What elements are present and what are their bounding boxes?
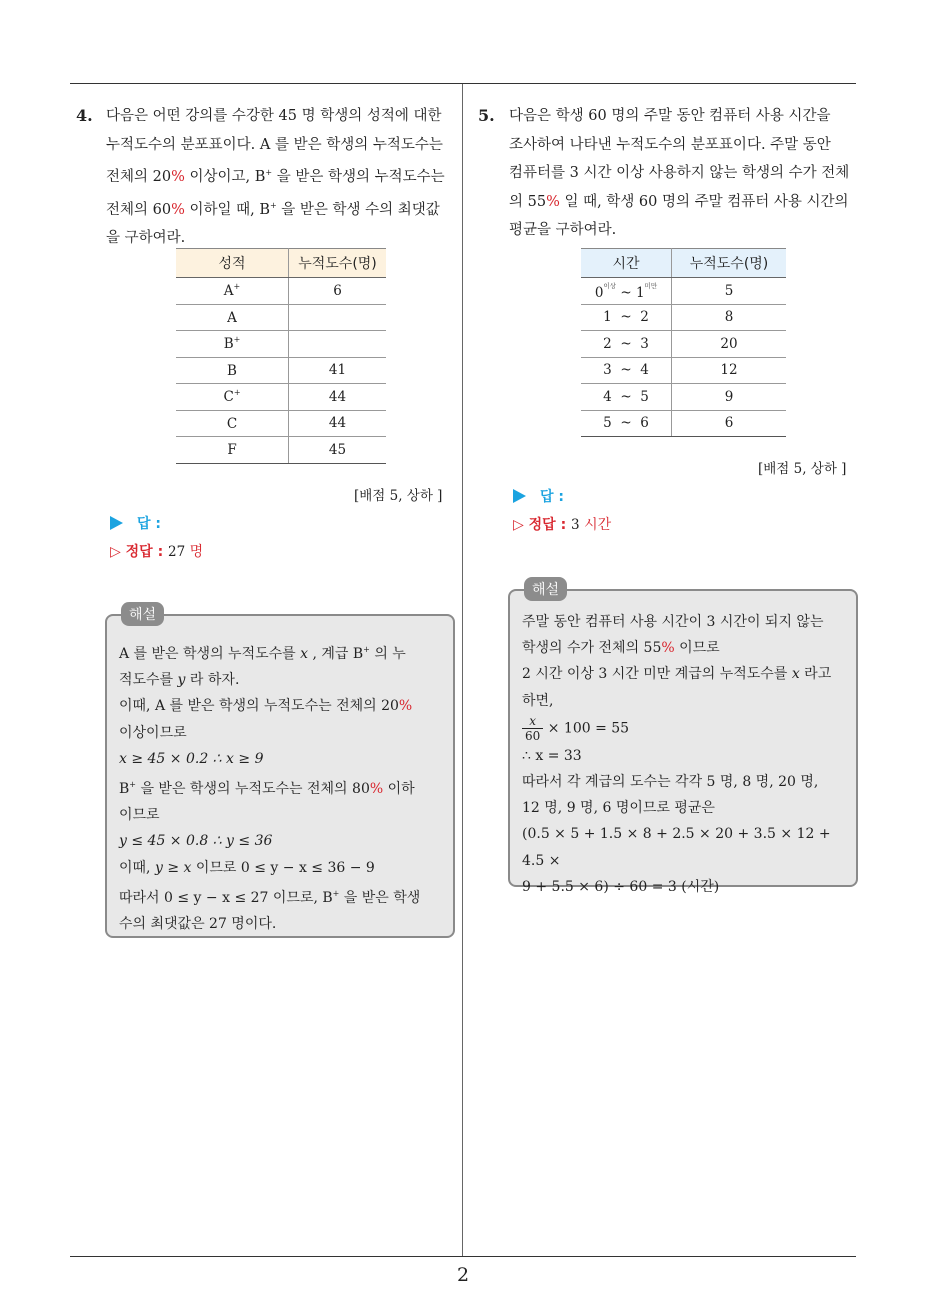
question-text: 다음은 어떤 강의를 수강한 45 명 학생의 성적에 대한 누적도수의 분포표이다. A 를 받은 학생의 누적도수는 전체의 20% 이상이고, B+ 을 받은 학생의 누적도수는 전체의 60% 이하일 때, B+ 을 받은 학생 수의 최댓값 을 구하여라. bbox=[106, 108, 445, 246]
time-range-cell: 1 ~ 2 bbox=[581, 304, 672, 331]
cumulative-count-cell: 8 bbox=[672, 304, 787, 331]
time-range-cell: 5 ~ 6 bbox=[581, 410, 672, 437]
table-header-row bbox=[581, 249, 786, 278]
time-range-cell: 2 ~ 3 bbox=[581, 331, 672, 358]
score-meta: [배점 5, 상하 ] bbox=[354, 488, 443, 504]
table-row bbox=[581, 410, 786, 437]
column-divider bbox=[462, 84, 463, 1256]
table-header: 누적도수(명) bbox=[289, 249, 387, 278]
table-row bbox=[176, 437, 386, 464]
table-row bbox=[581, 331, 786, 358]
cumulative-count-cell: 6 bbox=[289, 278, 387, 305]
solution-tag: 해설 bbox=[121, 602, 164, 626]
cumulative-count-cell: 44 bbox=[289, 384, 387, 411]
page-number: 2 bbox=[456, 1264, 470, 1286]
score-meta: [배점 5, 상하 ] bbox=[758, 461, 847, 477]
cumulative-count-cell bbox=[289, 304, 387, 331]
answer-row: 답 : bbox=[110, 513, 161, 533]
question-number: 4. bbox=[76, 106, 93, 125]
grade-cell: B bbox=[176, 357, 289, 384]
cumulative-count-cell: 12 bbox=[672, 357, 787, 384]
time-range-cell: 4 ~ 5 bbox=[581, 384, 672, 411]
play-triangle-icon bbox=[110, 516, 123, 530]
play-triangle-icon bbox=[513, 489, 526, 503]
table-header: 시간 bbox=[581, 249, 672, 278]
solution-tag: 해설 bbox=[524, 577, 567, 601]
table-row bbox=[176, 304, 386, 331]
table-header: 성적 bbox=[176, 249, 289, 278]
cumulative-count-cell: 5 bbox=[672, 278, 787, 305]
cumulative-count-cell: 6 bbox=[672, 410, 787, 437]
table-row bbox=[176, 278, 386, 305]
time-range-cell: 3 ~ 4 bbox=[581, 357, 672, 384]
grade-cell: C+ bbox=[176, 384, 289, 411]
table-row bbox=[176, 384, 386, 411]
cumulative-count-cell: 41 bbox=[289, 357, 387, 384]
question-number: 5. bbox=[478, 106, 495, 125]
solution-text: 주말 동안 컴퓨터 사용 시간이 3 시간이 되지 않는 학생의 수가 전체의 55% 이므로 2 시간 이상 3 시간 미만 계급의 누적도수를 x 라고 하면, $\frac{x}{60}$ × 100 = 55 ∴ x = 33 따라서 각 계급의 도수는 각각 5 명, 8 명, 20 명, 12 명, 9 명, 6 명이므로 평균은 (0.5 × 5 + 1.5 × 8 + 2.5 × 20 + 3.5 × 12 + 4.5 × 9 + 5.5 × 6) ÷ 60 = 3 (시간) bbox=[522, 614, 832, 895]
top-rule bbox=[70, 83, 856, 84]
solution-box bbox=[508, 582, 858, 895]
grade-cell: A+ bbox=[176, 278, 289, 305]
solution-box bbox=[105, 607, 455, 938]
cumulative-count-cell: 9 bbox=[672, 384, 787, 411]
table-header-row bbox=[176, 249, 386, 278]
table-header: 누적도수(명) bbox=[672, 249, 787, 278]
grade-cell: F bbox=[176, 437, 289, 464]
grade-cell: C bbox=[176, 410, 289, 437]
grade-cell: B+ bbox=[176, 331, 289, 358]
cumulative-count-cell: 20 bbox=[672, 331, 787, 358]
grade-distribution-table bbox=[176, 248, 386, 464]
table-row bbox=[176, 331, 386, 358]
cumulative-count-cell: 45 bbox=[289, 437, 387, 464]
bottom-rule bbox=[70, 1256, 856, 1257]
table-row bbox=[581, 278, 786, 305]
table-row bbox=[581, 304, 786, 331]
correct-answer: ▷ 정답 : 27 명 bbox=[110, 544, 204, 560]
fraction: $\frac{x}{60}$ bbox=[522, 714, 543, 743]
time-range-cell: $0^{이상}$ ~ $1^{미만}$ bbox=[581, 278, 672, 305]
table-row bbox=[176, 357, 386, 384]
table-row bbox=[176, 410, 386, 437]
table-row bbox=[581, 384, 786, 411]
table-row bbox=[581, 357, 786, 384]
grade-cell: A bbox=[176, 304, 289, 331]
correct-answer: ▷ 정답 : 3 시간 bbox=[513, 517, 612, 533]
solution-text: A 를 받은 학생의 누적도수를 x , 계급 B+ 의 누 적도수를 y 라 하자. 이때, A 를 받은 학생의 누적도수는 전체의 20% 이상이므로 x ≥ 45 × 0.2 ∴ x ≥ 9 B+ 을 받은 학생의 누적도수는 전체의 80% 이하 이므로 y ≤ 45 × 0.8 ∴ y ≤ 36 이때, y ≥ x 이므로 0 ≤ y − x ≤ 36 − 9 따라서 0 ≤ y − x ≤ 27 이므로, B+ 을 받은 학생 수의 최댓값은 27 명이다. bbox=[119, 645, 421, 933]
question-text: 다음은 학생 60 명의 주말 동안 컴퓨터 사용 시간을 조사하여 나타낸 누적도수의 분포표이다. 주말 동안 컴퓨터를 3 시간 이상 사용하지 않는 학생의 수가 전체 의 55% 일 때, 학생 60 명의 주말 컴퓨터 사용 시간의 평균을 구하여라. bbox=[509, 108, 850, 238]
answer-row: 답 : bbox=[513, 486, 564, 506]
time-distribution-table bbox=[581, 248, 786, 437]
cumulative-count-cell: 44 bbox=[289, 410, 387, 437]
cumulative-count-cell bbox=[289, 331, 387, 358]
